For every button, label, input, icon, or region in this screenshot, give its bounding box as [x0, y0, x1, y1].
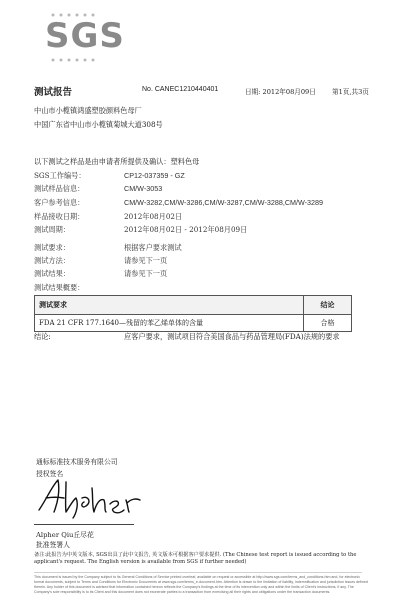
- header-requirement: 测试要求: [35, 296, 304, 315]
- page-indicator: 第1页,共3页: [332, 88, 369, 96]
- remark-label: 结论:: [34, 332, 51, 341]
- report-title: 测试报告: [34, 87, 73, 98]
- signer-role: 批准签署人: [36, 541, 70, 549]
- field-label-test-request: 测试要求：: [34, 243, 70, 252]
- field-label-test-period: 测试周期：: [34, 225, 70, 234]
- footer-divider: [34, 572, 362, 573]
- field-label-test-method: 测试方法：: [34, 256, 70, 265]
- cell-conclusion: 合格: [304, 315, 352, 332]
- field-value-job-no: CP12-037359 - GZ: [124, 171, 185, 180]
- field-value-test-result: 请参见下一页: [124, 269, 168, 278]
- table-row: [35, 315, 352, 332]
- remark-text: 应客户要求，测试项目符合美国食品与药品管理局(FDA)法规的要求: [124, 332, 340, 341]
- summary-table-header: [35, 296, 352, 315]
- sample-intro: 以下测试之样品是由申请者所提供及确认：塑料色母: [34, 157, 200, 166]
- footer-fine-print: This document is issued by the Company subject to its General Conditions of Service printed overleaf, available on request or accessible at http://www.sgs.com/terms_and_conditions.htm and, for electronic format documents, subject to Terms and Conditions for Electronic Documents at www.sgs.com/terms_e-document.htm. Attention is drawn to the limitation of liability, indemnification and jurisdiction issues defined therein. Any holder of this document is advised that information contained hereon reflects the Company's findings at the time of its intervention only and within the limits of Client's instructions, if any. The Company's sole responsibility is to its Client and this document does not exonerate parties to a transaction from exercising all their rights and obligations under the transaction documents.: [34, 575, 368, 594]
- field-value-test-period: 2012年08月02日 - 2012年08月09日: [124, 225, 248, 234]
- report-date: 日期: 2012年08月09日: [245, 88, 316, 96]
- field-value-test-request: 根据客户要求测试: [124, 243, 182, 252]
- logo-text: SGS: [45, 16, 125, 56]
- field-label-received-date: 样品接收日期：: [34, 212, 85, 221]
- company-name: 通标标准技术服务有限公司: [36, 458, 118, 466]
- summary-table: [34, 295, 352, 332]
- client-address: 中国广东省中山市小榄镇菊城大道308号: [34, 120, 163, 129]
- handwritten-signature: [36, 476, 146, 520]
- signature-line: [34, 524, 134, 525]
- language-note: 备注:此报告为中英文版本, SGS出具了此中文报告, 英文版本可根据客户要求提供. (The Chinese test report is issued according to the applicant's request. The English version is available from SGS if further needed): [34, 552, 357, 565]
- field-label-test-result: 测试结果：: [34, 269, 70, 278]
- report-number: No. CANEC1210440401: [142, 86, 219, 93]
- field-value-received-date: 2012年08月02日: [124, 212, 183, 221]
- cell-requirement: FDA 21 CFR 177.1640—残留的苯乙烯单体的含量: [35, 315, 304, 332]
- field-label-sample-info: 测试样品信息：: [34, 184, 85, 193]
- field-label-client-ref: 客户参考信息：: [34, 198, 85, 207]
- signer-name: Alpher Qiu丘尽花: [36, 531, 94, 539]
- field-value-test-method: 请参见下一页: [124, 256, 168, 265]
- field-label-job-no: SGS工作编号：: [34, 171, 86, 180]
- authorized-signature-label: 授权签名: [36, 470, 64, 478]
- client-name: 中山市小榄镇鸿盛塑胶颜料色母厂: [34, 106, 142, 115]
- summary-label: 测试结果概要：: [34, 283, 85, 292]
- header-conclusion: 结论: [304, 296, 352, 315]
- field-value-sample-info: CM/W-3053: [124, 184, 163, 193]
- field-value-client-ref: CM/W-3282,CM/W-3286,CM/W-3287,CM/W-3288,CM/W-3289: [124, 198, 324, 207]
- sgs-logo: [45, 10, 125, 65]
